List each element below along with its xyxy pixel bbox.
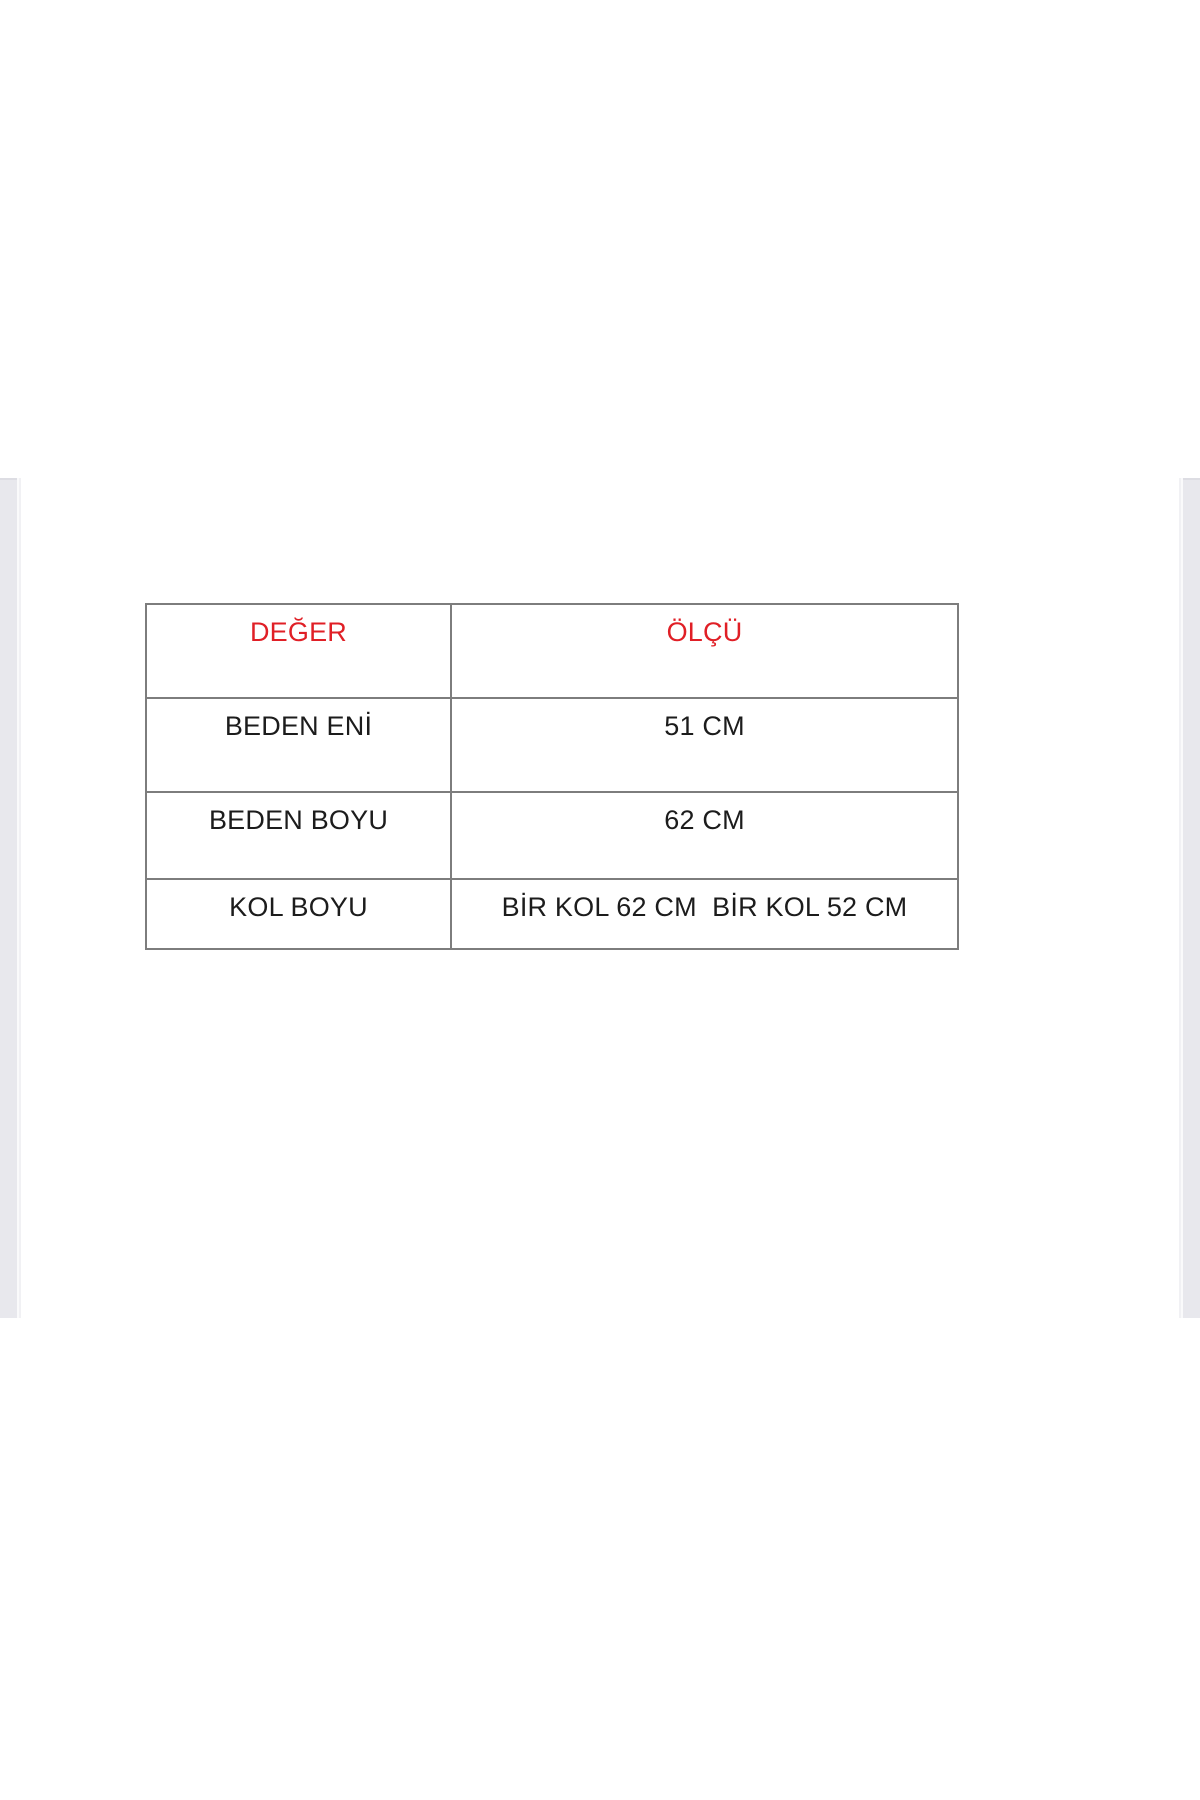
page-edge-strip-right <box>1183 478 1200 1318</box>
header-cell-deger: DEĞER <box>146 604 451 698</box>
row-label-kol-boyu: KOL BOYU <box>146 879 451 949</box>
row-value-beden-boyu: 62 CM <box>451 792 958 879</box>
table-row <box>146 879 958 949</box>
table-row <box>146 698 958 792</box>
table-row <box>146 792 958 879</box>
size-chart-table <box>145 603 959 950</box>
page-edge-strip-left <box>0 478 17 1318</box>
row-label-beden-eni: BEDEN ENİ <box>146 698 451 792</box>
header-cell-olcu: ÖLÇÜ <box>451 604 958 698</box>
row-value-kol-boyu: BİR KOL 62 CM BİR KOL 52 CM <box>451 879 958 949</box>
size-chart-header-row <box>146 604 958 698</box>
row-value-beden-eni: 51 CM <box>451 698 958 792</box>
row-label-beden-boyu: BEDEN BOYU <box>146 792 451 879</box>
